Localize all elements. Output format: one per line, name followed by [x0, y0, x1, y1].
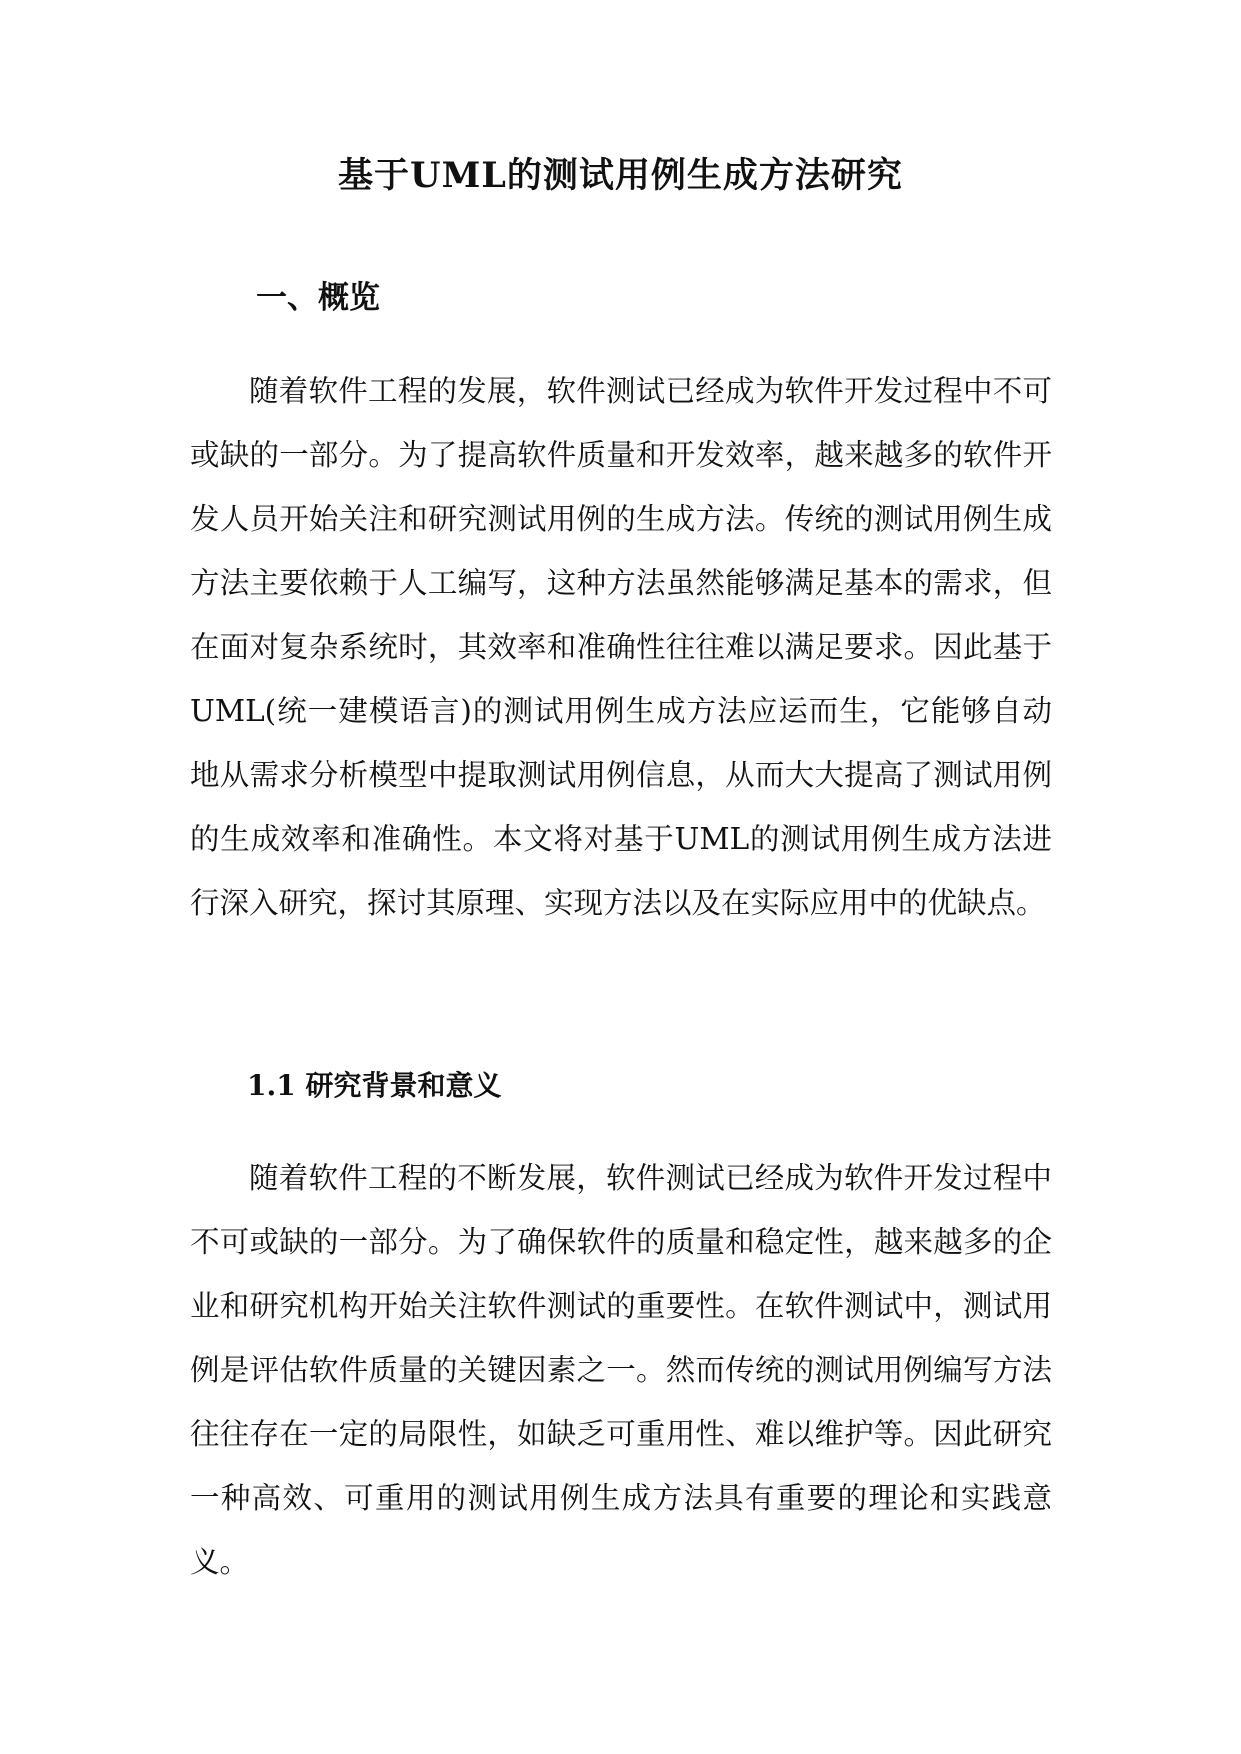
section-paragraph-overview: 随着软件工程的发展，软件测试已经成为软件开发过程中不可或缺的一部分。为了提高软件质量和开发效率，越来越多的软件开发人员开始关注和研究测试用例的生成方法。传统的测试用例生成方法主要依赖于人工编写，这种方法虽然能够满足基本的需求，但在面对复杂系统时，其效率和准确性往往难以满足要求。因此基于UML(统一建模语言)的测试用例生成方法应运而生，它能够自动地从需求分析模型中提取测试用例信息，从而大大提高了测试用例的生成效率和准确性。本文将对基于UML的测试用例生成方法进行深入研究，探讨其原理、实现方法以及在实际应用中的优缺点。	[190, 374, 1052, 920]
section-heading-overview: 一、概览	[256, 280, 380, 316]
document-title: 基于UML的测试用例生成方法研究	[338, 155, 903, 196]
section-heading-background: 1.1 研究背景和意义	[247, 1069, 502, 1102]
section-paragraph-background: 随着软件工程的不断发展，软件测试已经成为软件开发过程中不可或缺的一部分。为了确保软件的质量和稳定性，越来越多的企业和研究机构开始关注软件测试的重要性。在软件测试中，测试用例是评估软件质量的关键因素之一。然而传统的测试用例编写方法往往存在一定的局限性，如缺乏可重用性、难以维护等。因此研究一种高效、可重用的测试用例生成方法具有重要的理论和实践意义。	[190, 1161, 1052, 1579]
